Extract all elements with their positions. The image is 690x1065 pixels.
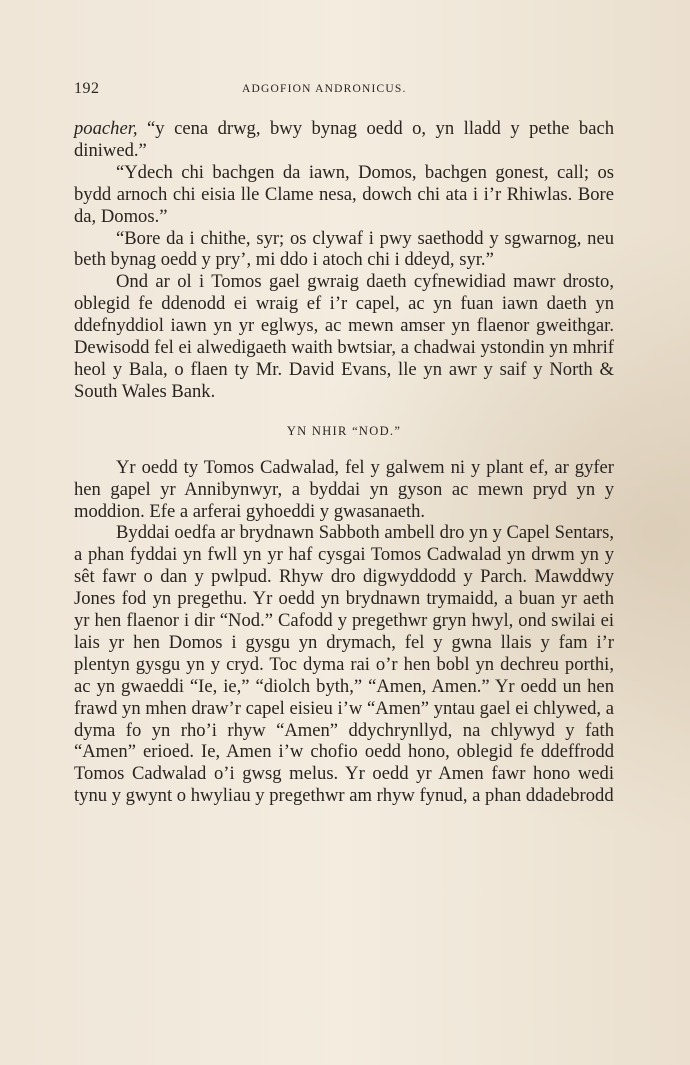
- paragraph: [74, 118, 614, 162]
- page-header: [74, 80, 614, 102]
- paragraph: “Ydech chi bachgen da iawn, Domos, bachgen gonest, call; os bydd arnoch chi eisia lle Clame nesa, dowch chi ata i i’r Rhiwlas. Bore da, Domos.”: [74, 161, 614, 227]
- section-heading: YN NHIR “NOD.”: [286, 423, 402, 438]
- paragraph: Byddai oedfa ar brydnawn Sabboth ambell dro yn y Capel Sentars, a phan fyddai yn fwll yn yr haf cysgai Tomos Cadwalad yn drwm yn y sêt fawr o dan y pwlpud. Rhyw dro digwyddodd y Parch. Mawddwy Jones fod yn pregethu. Yr oedd yn brydnawn trymaidd, a buan yr aeth yr hen flaenor i dir “Nod.” Cafodd y pregethwr gryn hwyl, ond swilai ei lais yr hen Domos i gysgu yn drymach, fel y gwna llais y fam i’r plentyn gysgu yn y cryd. Toc dyma rai o’r hen bobl yn dechreu porthi, ac yn gwaeddi “Ie, ie,” “diolch byth,” “Amen, Amen.” Yr oedd un hen frawd yn mhen draw’r capel eisieu i’w “Amen” yntau gael ei chlywed, a dyma fo yn rho’i rhyw “Amen” ddychrynllyd, na chlywyd y fath “Amen” erioed. Ie, Amen i’w chofio oedd hono, oblegid fe ddeffrodd Tomos Cadwalad o’i gwsg melus. Yr oedd yr Amen fawr hono wedi tynu y gwynt o hwyliau y pregethwr am rhyw fynud, a phan ddadebrodd: [74, 522, 614, 807]
- paragraph: Ond ar ol i Tomos gael gwraig daeth cyfnewidiad mawr drosto, oblegid fe ddenodd ei wraig ef i’r capel, ac yn fuan iawn daeth yn ddefnyddiol iawn yn yr eglwys, ac mewn amser yn flaenor gweithgar. Dewisodd fel ei alwedigaeth waith bwtsiar, a chadwai ystondin yn mhrif heol y Bala, o flaen ty Mr. David Evans, lle yn awr y saif y North & South Wales Bank.: [74, 271, 614, 402]
- italic-word: poacher,: [74, 118, 138, 139]
- paragraph: “Bore da i chithe, syr; os clywaf i pwy saethodd y sgwarnog, neu beth bynag oedd y pry’, mi ddo i atoch chi i ddeyd, syr.”: [74, 227, 614, 271]
- paragraph-text: “y cena drwg, bwy bynag oedd o, yn lladd y pethe bach diniwed.”: [74, 118, 614, 161]
- running-head: ADGOFION ANDRONICUS.: [242, 83, 407, 95]
- paragraph: Yr oedd ty Tomos Cadwalad, fel y galwem ni y plant ef, ar gyfer hen gapel yr Annibynwyr, a byddai yn gyson ac mewn pryd yn y moddion. Efe a arferai gyhoeddi y gwasanaeth.: [74, 456, 614, 522]
- page-number: 192: [74, 80, 100, 97]
- body-text: [74, 118, 614, 807]
